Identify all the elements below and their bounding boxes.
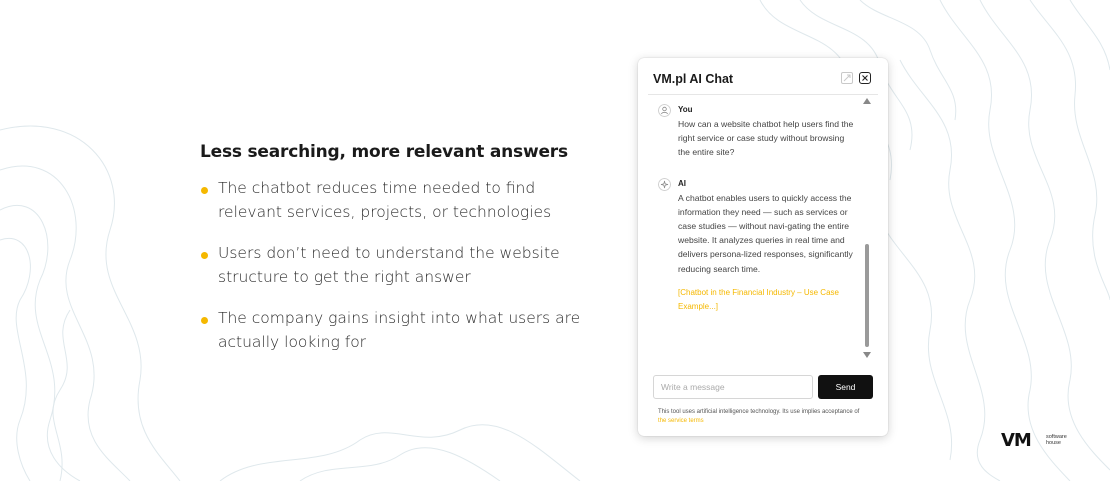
- disclaimer-prefix: This tool uses artificial intelligence technology. Its use implies acceptance of: [658, 409, 860, 415]
- scroll-up-arrow-icon[interactable]: [863, 98, 871, 104]
- scrollbar-thumb[interactable]: [865, 244, 869, 347]
- logo-sub-line: software: [1046, 434, 1067, 440]
- chat-title: VM.pl AI Chat: [653, 72, 734, 86]
- bullet-text: The chatbot reduces time needed to find relevant services, projects, or technologies: [218, 179, 552, 221]
- benefit-list: [200, 176, 590, 354]
- message-list: [658, 104, 858, 372]
- logo-sub-line: house: [1046, 440, 1061, 446]
- user-icon: [658, 104, 671, 117]
- logo-mark: VM: [1001, 430, 1031, 451]
- send-button[interactable]: Send: [818, 375, 873, 399]
- list-item: [200, 241, 590, 289]
- company-logo: [1001, 430, 1081, 452]
- user-message: [658, 104, 858, 160]
- header-divider: [648, 94, 878, 95]
- close-icon[interactable]: [859, 72, 871, 84]
- message-author: AI: [678, 178, 686, 188]
- bullet-dot-icon: [201, 187, 208, 194]
- bullet-dot-icon: [201, 317, 208, 324]
- scroll-down-arrow-icon[interactable]: [863, 352, 871, 358]
- list-item: [200, 176, 590, 224]
- message-text: How can a website chatbot help users find the right service or case study without browsing the entire site?: [678, 119, 854, 158]
- ai-sparkle-icon: [658, 178, 671, 191]
- list-item: [200, 306, 590, 354]
- bullet-text: Users don’t need to understand the website structure to get the right answer: [218, 244, 560, 286]
- disclaimer-text: [658, 408, 868, 426]
- bullet-text: The company gains insight into what users are actually looking for: [218, 309, 581, 351]
- message-input[interactable]: Write a message: [653, 375, 813, 399]
- service-terms-link[interactable]: the service terms: [658, 418, 704, 424]
- logo-subtitle: [1046, 434, 1067, 446]
- bullet-dot-icon: [201, 252, 208, 259]
- chat-widget: [638, 58, 888, 436]
- case-study-link[interactable]: [Chatbot in the Financial Industry – Use Case Example...]: [678, 287, 839, 311]
- message-author: You: [678, 105, 693, 114]
- feature-section: [200, 142, 590, 371]
- expand-icon[interactable]: [841, 72, 853, 84]
- ai-message: [658, 178, 858, 314]
- message-text: A chatbot enables users to quickly access the information they need — such as services or case studies — without navi-gating the entire website. It analyzes queries in real time and delivers persona-lized responses, significantly reducing search time.: [678, 192, 853, 274]
- section-heading: Less searching, more relevant answers: [200, 142, 568, 162]
- chat-header: [638, 58, 888, 98]
